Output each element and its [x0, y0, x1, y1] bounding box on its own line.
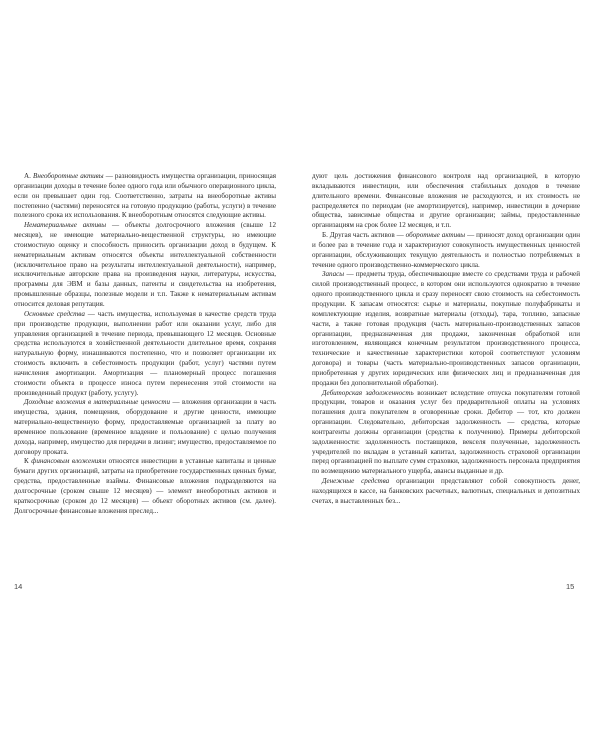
term: оборотные активы: [405, 231, 466, 240]
term: финансовым вложениям: [31, 457, 107, 466]
right-page-text: [312, 172, 580, 507]
paragraph: А. Внеоборотные активы — разновидность имущества организации, приносящая организации доходы в течение более одного года или обычного операционного цикла, если он превышает один год. Соответственно, затраты на внеоборотные активы постепенно (частями) переносятся на готовую продукцию (работы, услуги) в течение полезного срока их использования. К внеоборотным относятся следующие активы.: [14, 172, 276, 220]
paragraph: Запасы — предметы труда, обеспечивающие вместе со средствами труда и рабочей силой производственный процесс, в котором они используются однократно в течение одного производственного цикла и сразу переносят свою стоимость на себестоимость продукции. К запасам относятся: сырье и материалы, покупные полуфабрикаты и комплектующие изделия, возвратные материалы (отходы), тара, топливо, запасные части, а также готовая продукция (часть материально-производственных запасов организации, предназначенная для продажи, законченная обработкой или изготовлением, являющаяся конечным результатом производственного процесса, технические и качественные характеристики которой соответствуют условиям договора) и товары (часть материально-производственных запасов организации, приобретенная у других юридических или физических лиц и предназначенная для продажи без дополнительной обработки).: [312, 270, 580, 387]
paragraph: Нематериальные активы — объекты долгосрочного вложения (свыше 12 месяцев), не имеющие материально-вещественной структуры, но имеющие стоимостную оценку и способность приносить организации доход в будущем. К нематериальным активам относятся объекты интеллектуальной собственности (исключительное право на результаты интеллектуальной деятельности), например, исключительные авторские права на произведения науки, литературы, искусства, программы для ЭВМ и базы данных, патенты и свидетельства на изобретения, промышленные образцы, полезные модели и т.п. Также к нематериальным активам относится деловая репутация.: [14, 221, 276, 308]
term: Дебиторская задолженность: [322, 388, 414, 397]
paragraph: Доходные вложения в материальные ценности — вложения организации в часть имущества, здания, помещения, оборудование и другие ценности, имеющие материально-вещественную форму, предоставляемые организацией за плату во временное пользование (временное владение и пользование) с целью получения дохода, например, имущество для передачи в лизинг; имущество, предоставляемое по договору проката.: [14, 398, 276, 456]
paragraph: Б. Другая часть активов — оборотные активы — приносят доход организации один и более раз в течение года и характеризуют совокупность имущественных ценностей организации, обслуживающих текущую деятельность и полностью потребляемых в течение одного производственно-коммерческого цикла.: [312, 231, 581, 269]
term: Запасы: [322, 270, 345, 279]
page-number: 14: [14, 582, 23, 591]
left-page-text: [14, 172, 276, 517]
term: Доходные вложения в материальные ценности: [24, 398, 171, 407]
paragraph: Дебиторская задолженность возникает вследствие отпуска покупателям готовой продукции, товаров и оказания услуг без предварительной оплаты на условиях погашения долга покупателем в оговоренные сроки. Дебитор — тот, кто должен организации. Следовательно, дебиторская задолженность — средства, которые контрагенты должны организации (средства к получению). Примеры дебиторской задолженности: задолженность поставщиков, векселя полученные, задолженность учредителей по вкладам в уставный капитал, задолженность страховой организации перед организацией по выплате сумм страховки, задолженность персонала предприятия по возмещению материального ущерба, авансы выданные и др.: [312, 388, 580, 476]
term: Денежные средства: [322, 477, 390, 486]
paragraph: дуют цель достижения финансового контроля над организацией, в которую вкладываются инвестиции, или обеспечения стабильных доходов в течение длительного времени. Финансовые вложения не расходуются, и их стоимость не распределяется по периодам (не амортизируется), например, инвестиции в дочерние общества, зависимые общества и другие организации; займы, предоставленные организациям на срок более 12 месяцев, и т.п.: [312, 172, 580, 230]
page-number: 15: [566, 582, 575, 591]
term: Нематериальные активы: [24, 221, 107, 230]
paragraph: Денежные средства организации представляют собой совокупность денег, находящихся в кассе, на банковских расчетных, валютных, специальных и депозитных счетах, в выставленных без...: [312, 477, 580, 505]
term: Основные средства: [24, 309, 85, 318]
paragraph: К финансовым вложениям относятся инвестиции в уставные капиталы и ценные бумаги других организаций, затраты на приобретение государственных ценных бумаг, средства, предоставленные взаймы. Финансовые вложения подразделяются на долгосрочные (сроком свыше 12 месяцев) — элемент внеоборотных активов и краткосрочные (сроком до 12 месяцев) — объект оборотных активов (см. далее). Долгосрочные финансовые вложения преслед...: [14, 457, 276, 515]
paragraph: Основные средства — часть имущества, используемая в качестве средств труда при производстве продукции, выполнении работ или оказании услуг, либо для управления организацией в течение периода, превышающего 12 месяцев. Основные средства используются в хозяйственной деятельности длительное время, сохраняя натуральную форму, изнашиваются постепенно, что и позволяет организации их стоимость включить в себестоимость продукции (работ, услуг) частями путем начисления амортизации. Амортизация — планомерный процесс погашения стоимости объекта в процессе износа путем перенесения этой стоимости на произведенный продукт (работу, услугу).: [14, 309, 276, 397]
term: Внеоборотные активы: [33, 172, 104, 180]
